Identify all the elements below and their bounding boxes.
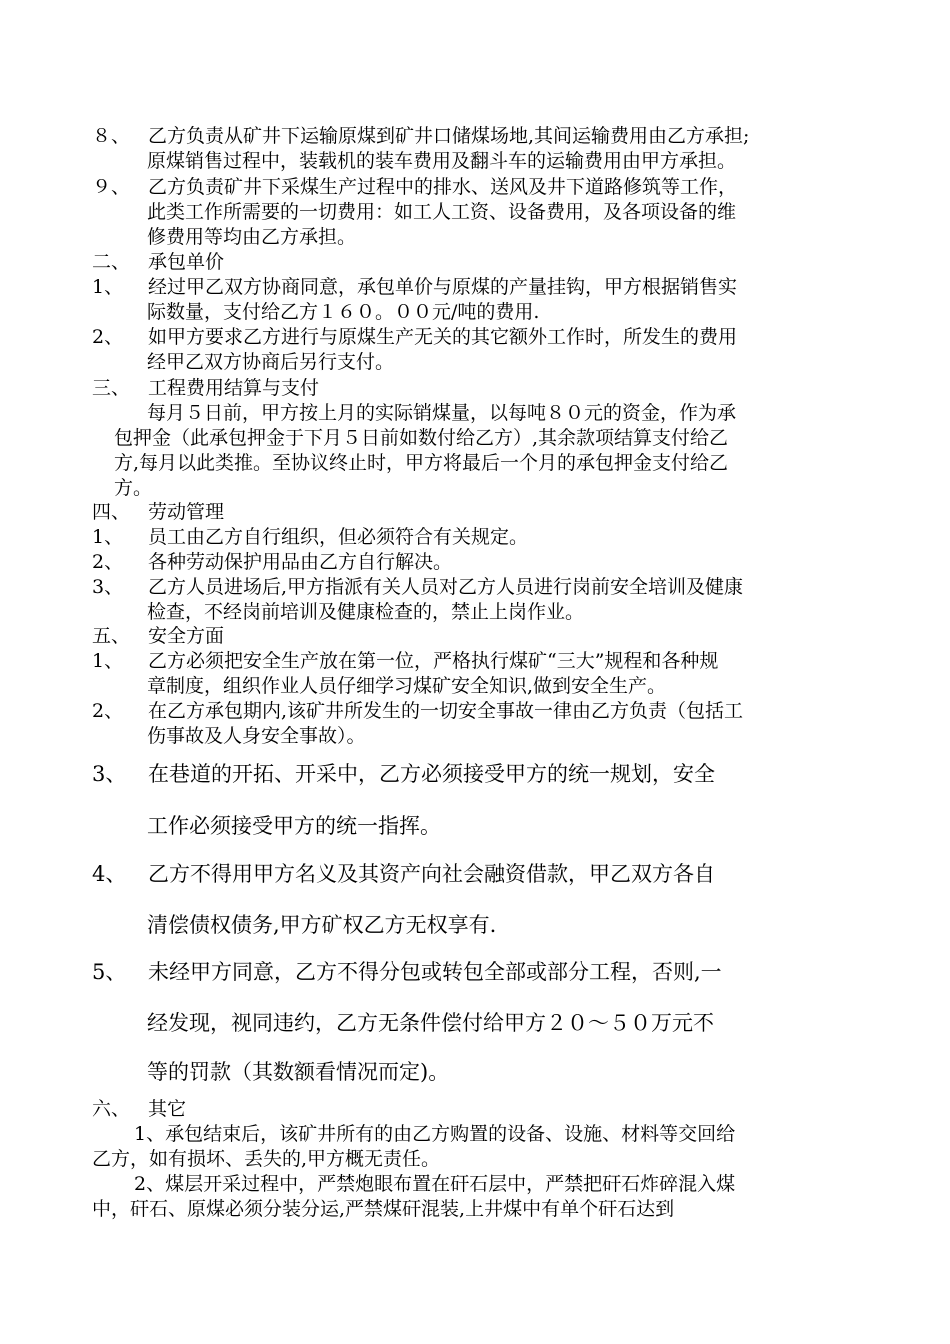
item-number: 2、 <box>92 326 124 348</box>
paragraph-line: 中，矸石、原煤必须分装分运,严禁煤矸混装,上井煤中有单个矸石达到 <box>92 1198 675 1220</box>
item-8-cont: 原煤销售过程中，装载机的装车费用及翻斗车的运输费用由甲方承担。 <box>147 150 737 172</box>
item-cont: 经甲乙双方协商后另行支付。 <box>147 351 395 373</box>
item-text: 员工由乙方自行组织，但必须符合有关规定。 <box>148 526 529 548</box>
item-text: 乙方人员进场后,甲方指派有关人员对乙方人员进行岗前安全培训及健康 <box>148 576 744 598</box>
item-text: 乙方不得用甲方名义及其资产向社会融资借款，甲乙双方各自 <box>148 862 715 886</box>
paragraph-line: 包押金（此承包押金于下月５日前如数付给乙方）,其余款项结算支付给乙 <box>114 427 729 449</box>
item-number: 3、 <box>92 762 127 786</box>
item-text: 未经甲方同意，乙方不得分包或转包全部或部分工程，否则,一 <box>148 960 722 984</box>
item-number: 4、 <box>92 862 127 886</box>
item-cont: 检查，不经岗前培训及健康检查的，禁止上岗作业。 <box>147 601 585 623</box>
item-cont: 际数量，支付给乙方１６０。００元/吨的费用. <box>147 301 540 323</box>
section-number: 二、 <box>92 251 131 273</box>
item-number: 3、 <box>92 576 124 598</box>
paragraph-line: 2、煤层开采过程中，严禁炮眼布置在矸石层中，严禁把矸石炸碎混入煤 <box>134 1173 736 1195</box>
item-text: 各种劳动保护用品由乙方自行解决。 <box>148 551 453 573</box>
item-cont: 伤事故及人身安全事故）。 <box>147 725 366 747</box>
item-text: 经过甲乙双方协商同意，承包单价与原煤的产量挂钩，甲方根据销售实 <box>148 276 738 298</box>
item-cont: 经发现，视同违约，乙方无条件偿付给甲方２０～５０万元不 <box>147 1011 714 1035</box>
item-9-cont: 此类工作所需要的一切费用：如工人工资、设备费用，及各项设备的维 <box>147 201 737 223</box>
section-number: 四、 <box>92 501 131 523</box>
item-text: 乙方必须把安全生产放在第一位，严格执行煤矿“三大”规程和各种规 <box>148 650 719 672</box>
item-number: 1、 <box>92 276 124 298</box>
paragraph-line: 方。 <box>114 477 153 499</box>
section-number: 六、 <box>92 1098 131 1120</box>
item-text: 如甲方要求乙方进行与原煤生产无关的其它额外工作时，所发生的费用 <box>148 326 738 348</box>
item-number: ９、 <box>92 176 131 198</box>
section-title: 其它 <box>148 1098 187 1120</box>
item-text: 乙方负责从矿井下运输原煤到矿井口储煤场地,其间运输费用由乙方承担; <box>148 125 750 147</box>
item-number: 1、 <box>92 526 124 548</box>
item-number: 2、 <box>92 551 124 573</box>
item-text: 在巷道的开拓、开采中，乙方必须接受甲方的统一规划，安全 <box>148 762 715 786</box>
item-number: 5、 <box>92 960 127 984</box>
item-text: 乙方负责矿井下采煤生产过程中的排水、送风及井下道路修筑等工作， <box>148 176 738 198</box>
item-number: 1、 <box>92 650 124 672</box>
item-9-cont: 修费用等均由乙方承担。 <box>147 226 357 248</box>
item-cont: 等的罚款（其数额看情况而定)。 <box>147 1060 450 1084</box>
item-cont: 清偿债权债务,甲方矿权乙方无权享有. <box>147 913 497 937</box>
item-number: 2、 <box>92 700 124 722</box>
section-number: 五、 <box>92 625 131 647</box>
section-title: 安全方面 <box>148 625 225 647</box>
item-cont: 工作必须接受甲方的统一指挥。 <box>147 814 441 838</box>
item-cont: 章制度，组织作业人员仔细学习煤矿安全知识,做到安全生产。 <box>147 675 667 697</box>
item-number: ８、 <box>92 125 131 147</box>
section-title: 承包单价 <box>148 251 225 273</box>
paragraph-line: 乙方，如有损坏、丢失的,甲方概无责任。 <box>92 1148 441 1170</box>
paragraph-line: 每月５日前，甲方按上月的实际销煤量，以每吨８０元的资金，作为承 <box>147 402 737 424</box>
section-title: 工程费用结算与支付 <box>148 377 320 399</box>
section-number: 三、 <box>92 377 131 399</box>
paragraph-line: 方,每月以此类推。至协议终止时，甲方将最后一个月的承包押金支付给乙 <box>114 452 729 474</box>
paragraph-line: 1、承包结束后，该矿井所有的由乙方购置的设备、设施、材料等交回给 <box>134 1123 736 1145</box>
section-title: 劳动管理 <box>148 501 225 523</box>
item-text: 在乙方承包期内,该矿井所发生的一切安全事故一律由乙方负责（包括工 <box>148 700 744 722</box>
